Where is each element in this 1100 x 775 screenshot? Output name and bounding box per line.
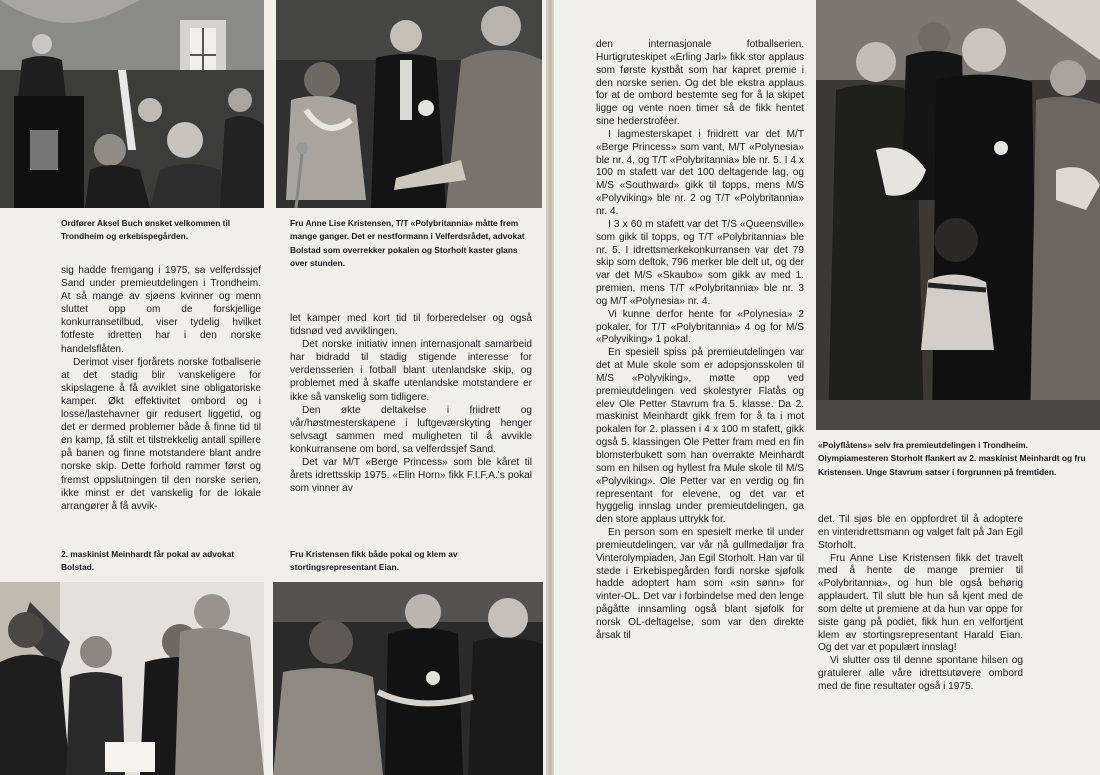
paragraph: En spesiell spiss på premieutdelingen var det at Mule skole som er adopsjonsskolen til M/S «Polyviking», møtte opp ved premieutdelingen ved skolestyrer Flatås og elev Ole Petter Stavrum fra 5. klasse. Da 2. maskinist Meinhardt gikk frem for å ta i mot pokalen for 2. plassen i 4 x 100 m stafett, gikk også 5. klassingen Ole Petter fram med en fin blomsterbukett som han overrakte Meinhardt som en hilsen og hyllest fra Mule skole til M/S «Polyviking». Ole Petter var en verdig og fin representant for elevene, og det var et hyggelig innslag under premieutdelingen, ga den store applaus uttrykk for. — [596, 347, 804, 526]
paragraph: Derimot viser fjorårets norske fotballserie at det stadig blir vanskeligere for skipslagene å få avviklet sine obligatoriske kamper. Økt effektivitet ombord og i losse/lastehavner gir redusert liggetid, og det er dermed problemer både å finne tid til en kamp, få stilt et tilstrekkelig antall spillere på banen og finne motstandere blant andre norske skip. Dette forhold rammer først og fremst oppslutningen til den norske serien, ikke minst er det vanskelig for de lokale arrangører å få avvik- — [61, 356, 261, 512]
paragraph: Vi kunne derfor hente for «Polynesia» 2 pokaler, for T/T «Polybritannia» 4 og for M/S «Polyviking» 1 pokal. — [596, 308, 804, 346]
paragraph: I 3 x 60 m stafett var det T/S «Queensville» som gikk til topps, og T/T «Polybritannia» ble nr. 5. I idrettsmerkekonkurransen var det 79 skip som deltok, 796 merker ble delt ut, og der var det M/S «Skaubo» som gikk av med 1. premien, mens T/T «Polybritannia» ble nr. 3 og M/T «Polynesia» nr. 4. — [596, 218, 804, 307]
paragraph: sig hadde fremgang i 1975, sa velferdssjef Sand under premieutdelingen i Trondheim. At så mange av sjøens kvinner og menn sluttet opp om de forskjellige konkurransetilbud, viser tydelig hvilket fotfeste idretten har i den norske handelsflåten. — [61, 265, 261, 355]
spine-gutter — [546, 0, 554, 775]
paragraph: det. Til sjøs ble en oppfordret til å adoptere en vinteridrettsmann og valget falt på Jan Egil Storholt. — [818, 514, 1023, 551]
photo-meinhardt-trophy — [0, 582, 264, 775]
paragraph: Vi slutter oss til denne spontane hilsen og gratulerer alle våre idrettsutøvere ombord med de fine resultater også i 1975. — [818, 655, 1023, 692]
text-column-4 — [818, 514, 1023, 694]
paragraph: I lagmesterskapet i friidrett var det M/T «Berge Princess» som vant, M/T «Polynesia» ble nr. 4, og T/T «Polybritannia» ble nr. 5. I 4 x 100 m stafett var det 100 deltagende lag, og M/S «Southward» gikk til topps, mens M/S «Polyviking» ble nr. 2 og T/T «Polybritannia» nr. 4. — [596, 128, 804, 217]
paragraph: Den økte deltakelse i friidrett og vår/høstmesterskapene i luftgeværskyting henger selvsagt sammen med muligheten til å avvikle konkurransene om bord, sa velferdssjef Sand. — [290, 404, 532, 455]
text-column-2 — [290, 312, 532, 495]
paragraph: den internasjonale fotballserien. Hurtigruteskipet «Erling Jarl» fikk stor applaus som første kystbåt som har kapret premie i den norske serien. Og det ble ekstra applaus for at de ombord bestemte seg for å la skipet ligge og vente noen timer så de fikk hentet sine hederstroféer. — [596, 39, 804, 128]
paragraph: Det var M/T «Berge Princess» som ble kåret til årets idrettsskip 1975. «Elin Horn» fikk F.I.F.A.'s pokal som vinner av — [290, 457, 532, 495]
text-column-3 — [596, 39, 804, 643]
caption-group: «Polyflåtens» selv fra premieutdelingen i Trondheim. Olympiamesteren Storholt flankert av 2. maskinist Meinhardt og fru Kristensen. Unge Stavrum satser i forgrunnen på fremtiden. — [818, 440, 1086, 477]
caption-kristensen-hug: Fru Kristensen fikk både pokal og klem av stortingsrepresentant Eian. — [290, 549, 458, 573]
paragraph: En person som en spesielt merke til under premieutdelingen, var vår nå gullmedaljør fra Vinterolympiaden, Jan Egil Storholt. Han var til stede i Erkebispegården fordi norske sjøfolk hadde adoptert ham som «sin sønn» for vinter-OL. Det var i forbindelse med den lenge pågåtte innsamling også blant sjøfolk for norsk OL-deltagelse, som var den direkte årsak til — [596, 527, 804, 641]
photo-mayor-speech — [0, 0, 264, 208]
photo-polyflaten-group — [816, 0, 1100, 430]
paragraph: Det norske initiativ innen internasjonalt samarbeid har bidradd til stadig stigende interesse for verdensserien i fotball blant utenlandske skip, og problemet med å skaffe utenlandske motstandere er ikke så vanskelig som tidligere. — [290, 339, 532, 403]
photo-handshake-trophy — [276, 0, 542, 208]
photo-kristensen-hug — [273, 582, 543, 775]
caption-meinhardt: 2. maskinist Meinhardt får pokal av advokat Bolstad. — [61, 549, 235, 573]
paragraph: Fru Anne Lise Kristensen fikk det travelt med å hente de mange premier til «Polybritannia», og hun ble også behørig applaudert. Til slutt ble hun så kjent med de som delte ut premiene at da hun var oppe for siste gang på podiet, fikk hun en velfortjent klem av stortingsrepresentant Harald Eian. Og det var et populært innslag! — [818, 552, 1023, 654]
text-column-1 — [61, 264, 261, 513]
caption-handshake: Fru Anne Lise Kristensen, T/T «Polybritannia» måtte frem mange ganger. Det er nestformann i Velferdsrådet, advokat Bolstad som overrekker pokalen og Storholt kaster glans over stunden. — [290, 218, 525, 268]
paragraph: let kamper med kort tid til forberedelser og også tidsnød ved avviklingen. — [290, 313, 532, 338]
caption-mayor: Ordfører Aksel Buch ønsket velkommen til Trondheim og erkebispegården. — [61, 218, 231, 242]
